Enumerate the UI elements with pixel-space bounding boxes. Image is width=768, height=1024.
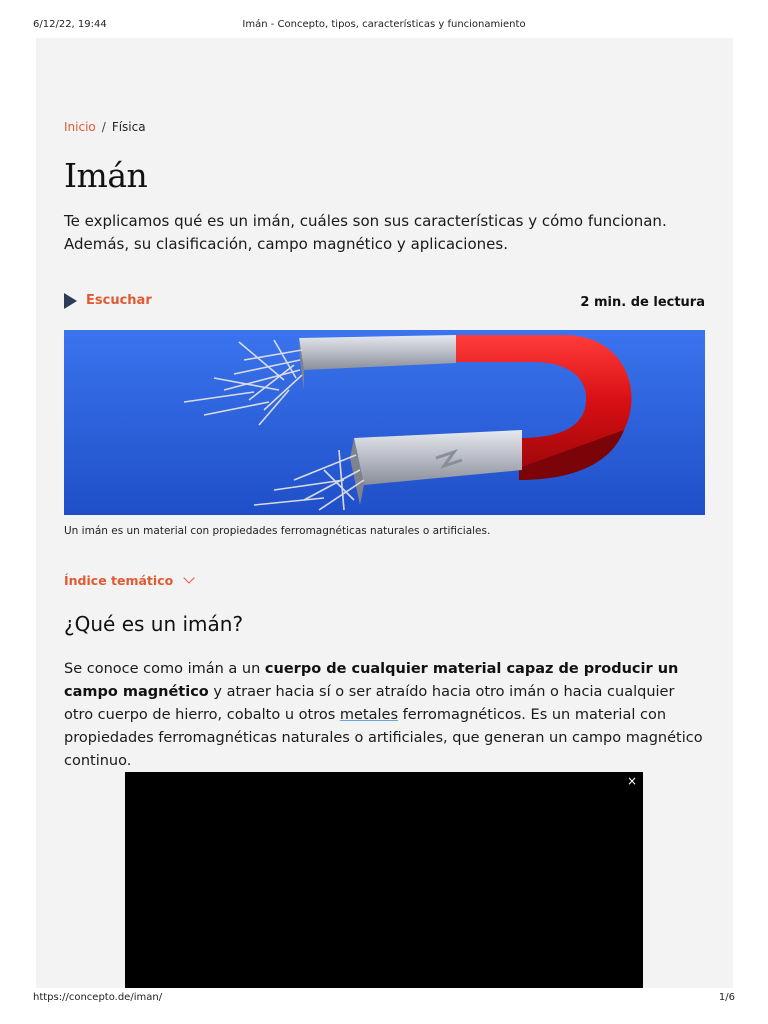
- breadcrumb: [64, 120, 705, 134]
- print-header: [0, 0, 768, 36]
- breadcrumb-current[interactable]: Física: [111, 120, 146, 134]
- breadcrumb-separator: /: [101, 120, 106, 134]
- image-caption: Un imán es un material con propiedades ferromagnéticas naturales o artificiales.: [64, 525, 491, 537]
- print-page-count: 1/6: [718, 992, 735, 1003]
- paragraph-text-1: Se conoce como imán a un: [64, 661, 265, 677]
- reading-time: 2 min. de lectura: [580, 295, 705, 310]
- play-icon[interactable]: [64, 293, 77, 309]
- hero-image: [64, 330, 705, 515]
- article-page: [36, 38, 733, 988]
- section-title: ¿Qué es un imán?: [64, 612, 244, 636]
- video-player[interactable]: [125, 772, 643, 988]
- metales-link[interactable]: metales: [339, 707, 399, 723]
- article-paragraph: [64, 658, 705, 773]
- print-footer: [0, 988, 768, 1024]
- paragraph-text-2: y atraer hacia sí o ser atraído hacia otro imán o hacia cualquier otro cuerpo de hierro, cobalto u otros: [64, 684, 675, 723]
- paragraph-bold: cuerpo de cualquier material capaz de producir un campo magnético: [64, 661, 679, 700]
- chevron-down-icon: [184, 572, 195, 583]
- breadcrumb-home-link[interactable]: Inicio: [64, 120, 96, 134]
- listen-bar: [64, 290, 705, 312]
- close-icon[interactable]: ×: [626, 774, 637, 788]
- listen-button[interactable]: Escuchar: [86, 293, 152, 308]
- paragraph-text-3: ferromagnéticos. Es un material con propiedades ferromagnéticas naturales o artificiales, que generan un campo magnético continuo.: [64, 707, 703, 769]
- print-url: https://concepto.de/iman/: [33, 992, 163, 1003]
- article-lead: Te explicamos qué es un imán, cuáles son sus características y cómo funcionan. Además, su clasificación, campo magnético y aplicaciones.: [64, 212, 667, 253]
- page-title: Imán: [64, 156, 148, 195]
- toc-toggle[interactable]: [64, 573, 705, 588]
- toc-label: Índice temático: [64, 573, 174, 588]
- horseshoe-magnet-illustration: [64, 330, 705, 515]
- print-doc-title: Imán - Concepto, tipos, características y funcionamiento: [242, 19, 526, 30]
- print-date: 6/12/22, 19:44: [33, 19, 107, 30]
